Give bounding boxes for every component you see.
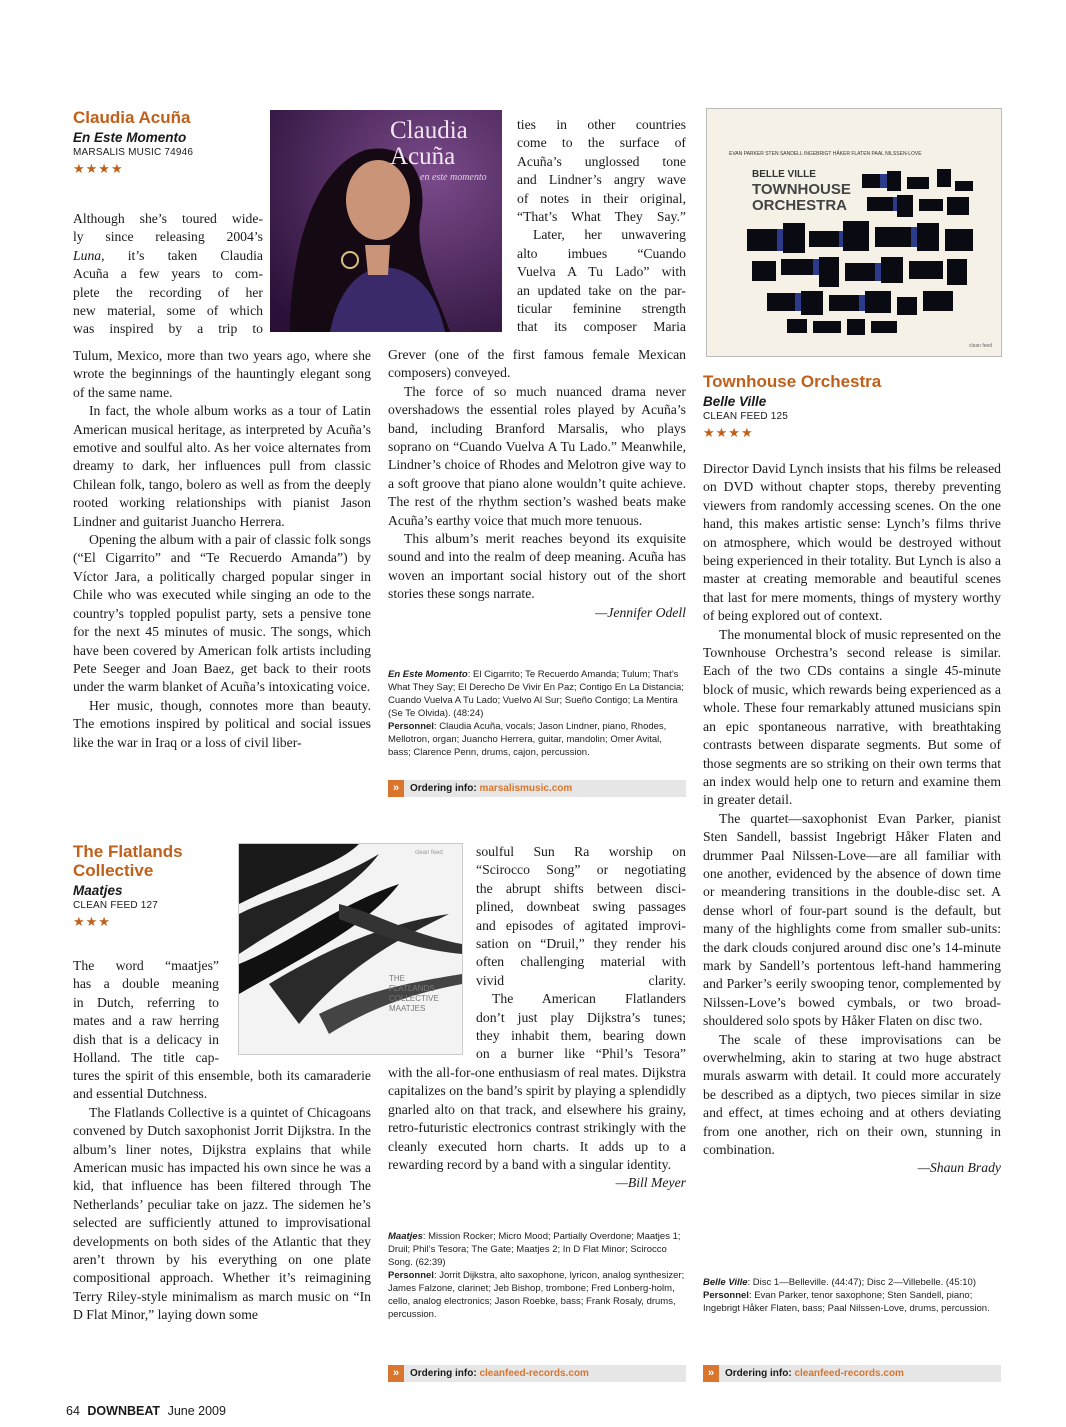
townhouse-paragraph: The monumental block of music represented on the Townhouse Orchestra’s second release is similar. Each of the two CDs contains a single 45-minute block of music, which rewards being experienced as a whole. These four remarkably attuned musicians spin an epic spontaneous narrative, with breathtaking contrasts between disparate segments. But some of those segments are so striking on their own terms that an index would help one to return and examine them in greater detail. [703, 626, 1001, 808]
flatlands-artist-line2: Collective [73, 861, 154, 880]
flatlands-text-line: the abrupt shifts between disci- [476, 880, 686, 896]
flatlands-label: CLEAN FEED 127 [73, 900, 159, 911]
claudia-order-link[interactable]: marsalismusic.com [479, 783, 573, 794]
flatlands-text-line: and episodes of agitated improvi- [476, 917, 686, 933]
claudia-text-line: that its composer Maria [517, 319, 686, 335]
claudia-text-line: Acuña’s unglossed tone [517, 153, 686, 169]
flatlands-paragraph: The Flatlands Collective is a quintet of Chicagoans convened by Dutch saxophonist Jorrit Dijkstra. In the album’s liner notes, Dijkstra explains that while American music has impacted his own since he was a kid, that influence has been filtered through The Netherlands’ peculiar take on jazz. The sidemen he’s selected are sufficiently attuned to improvisational developments on both sides of the Atlantic that they aren’t thrown by his everything on one plate compositional approach. Whether it’s reimagining Terry Riley-style minimalism as march music on “In D Flat Minor,” laying down some [73, 1104, 371, 1323]
claudia-rating: ★★★★ [73, 162, 124, 177]
townhouse-order-link[interactable]: cleanfeed-records.com [794, 1368, 904, 1379]
claudia-ordering-info [388, 780, 686, 797]
issue-date: June 2009 [167, 1404, 226, 1418]
chevron-right-icon: » [388, 780, 404, 797]
claudia-text-line: ties in other countries [517, 117, 686, 132]
claudia-text-line: and Lindner’s angry wave [517, 172, 686, 188]
page-number: 64 [66, 1404, 80, 1418]
flatlands-personnel-label: Personnel [388, 1270, 434, 1281]
townhouse-cover-logo: clean feed [969, 343, 993, 349]
flatlands-header [73, 842, 233, 930]
flatlands-credits [388, 1230, 686, 1321]
claudia-tracklist [388, 668, 686, 720]
ordering-label: Ordering info: [725, 1368, 792, 1379]
townhouse-personnel-list: : Evan Parker, tenor saxophone; Sten Sandell, piano; Ingebrigt Håker Flaten, bass; Paal Nilssen-Love, drums, percussion. [703, 1290, 990, 1314]
claudia-text-line: was inspired by a trip to [73, 321, 263, 337]
townhouse-paragraph: The scale of these improvisations can be overwhelming, akin to staring at two huge abstract murals aswarm with detail. It could more accurately be described as a diptych, two pieces similar in size and effect, at times echoing and at others deviating from one another, rich on their own, stunning in combination. [703, 1031, 1001, 1158]
flatlands-paragraph-text: with the all-for-one enthusiasm of real mates. Dijkstra capitalizes on the band’s spirit by playing a splendidly gnarled alto on that track, and elsewhere his grainy, retro-futuristic electronics contrast strikingly with the cleanly executed horn charts. It adds up to a rewarding record by a band with a singular identity. [388, 1065, 686, 1173]
flatlands-cover-art [239, 844, 462, 1054]
townhouse-rating: ★★★★ [703, 426, 754, 441]
flatlands-personnel-list: : Jorrit Dijkstra, alto saxophone, lyricon, analog synthesizer; James Falzone, clarinet; Jeb Bishop, trombone; Fred Lonberg-holm, cello, analog electronics; Jason Roebke, bass; Frank Rosaly, drums, percussion. [388, 1270, 685, 1320]
flatlands-album-cover [238, 843, 463, 1055]
flatlands-text-line: on a burner like “Phil’s Tesora” [476, 1046, 686, 1062]
claudia-text-line: Later, her unwavering [533, 227, 686, 243]
claudia-text-line: an updated take on the par- [517, 282, 686, 298]
flatlands-cover-logo: clean feed [415, 850, 443, 856]
magazine-name: DOWNBEAT [87, 1404, 161, 1418]
chevron-right-icon: » [388, 1365, 404, 1382]
flatlands-tracklist-title: Maatjes [388, 1231, 423, 1242]
flatlands-text-line: soulful Sun Ra worship on [476, 844, 686, 859]
flatlands-album: Maatjes [73, 883, 123, 898]
townhouse-tracklist [703, 1276, 1001, 1289]
claudia-paragraph: This album’s merit reaches beyond its exquisite sound and into the realm of deep meaning. Acuña has woven an important social history out of the short stories these songs narrate. [388, 531, 686, 602]
claudia-col2-text [388, 346, 686, 622]
flatlands-text-line: they inhabit them, bearing down [476, 1028, 686, 1044]
townhouse-paragraph: Director David Lynch insists that his films be released on DVD without chapter stops, thereby preventing viewers from randomly accessing scenes. On the one hand, this makes artistic sense: Lynch’s films thrive on atmosphere, which would be destroyed without being experienced in their totality. But Lynch is also a master at creating memorable and beautiful scenes that last for mere moments, things of mystery worthy of being explored out of context. [703, 461, 1001, 624]
claudia-text-line: come to the surface of [517, 135, 686, 151]
claudia-paragraph: Tulum, Mexico, more than two years ago, where she wrote the beginnings of the hauntingly elegant song of the same name. [73, 348, 371, 400]
page-footer [66, 1404, 226, 1418]
townhouse-cover-title-3: ORCHESTRA [752, 197, 848, 214]
flatlands-text-line: often challenging material with [476, 954, 686, 970]
claudia-tracklist-title: En Este Momento [388, 669, 468, 680]
flatlands-paragraph [388, 1064, 686, 1191]
townhouse-tracks: : Disc 1—Belleville. (44:47); Disc 2—Villebelle. (45:10) [747, 1277, 976, 1288]
flatlands-personnel [388, 1269, 686, 1321]
claudia-tracks: : El Cigarrito; Te Recuerdo Amanda; Tulum; That’s What They Say; El Derecho De Vivir En Paz; Contigo En La Distancia; Cuando Vuelva A Tu Lado; Vuelvo Al Sur; Sueño Contigo; La Mentira (Se Te Olvida). (48:24) [388, 669, 684, 719]
claudia-text-line: Luna, it’s taken Claudia [73, 247, 263, 263]
flatlands-order-link[interactable]: cleanfeed-records.com [479, 1368, 589, 1379]
flatlands-cover-text: THE FLATLANDS COLLECTIVE MAATJES [389, 974, 439, 1013]
claudia-signature: —Jennifer Odell [595, 604, 686, 620]
claudia-paragraph: Opening the album with a pair of classic folk songs (“El Cigarrito” and “Te Recuerdo Amanda”) by Víctor Jara, a politically charged popular singer in Chile who was executed while singing an ode to the country’s toppled populist party, sets a pensive tone for the next 45 minutes of music. The songs, which have been covered by American folk artists including Pete Seeger and Joan Baez, get back to their roots under the warm blanket of Acuña’s intoxicating voice. [73, 532, 371, 695]
flatlands-text-line: has a double meaning [73, 976, 219, 992]
flatlands-text-line: dish that is a delicacy in [73, 1031, 219, 1047]
flatlands-col2-wrapped-text [476, 843, 686, 1064]
townhouse-credits [703, 1276, 1001, 1315]
claudia-album: En Este Momento [73, 130, 187, 145]
claudia-text-line: Acuña a few years to com- [73, 266, 263, 282]
claudia-text-line: “That’s What They Say.” [517, 209, 686, 225]
claudia-header [73, 108, 263, 177]
townhouse-personnel [703, 1289, 1001, 1315]
townhouse-artist: Townhouse Orchestra [703, 372, 882, 391]
claudia-personnel-label: Personnel [388, 721, 434, 732]
flatlands-text-line: “Scirocco Song” or negotiating [476, 862, 686, 878]
claudia-text-line: plete the recording of her [73, 284, 263, 300]
flatlands-artist-line1: The Flatlands [73, 842, 183, 861]
flatlands-text-line: The word “maatjes” [73, 958, 219, 973]
townhouse-cover-art [747, 169, 977, 339]
claudia-label: MARSALIS MUSIC 74946 [73, 147, 194, 158]
claudia-paragraph: Her music, though, connotes more than beauty. The emotions inspired by political and social issues like the war in Iraq or a loss of civil liber- [73, 697, 371, 750]
flatlands-col1-text [73, 1067, 371, 1325]
claudia-text-line: alto imbues “Cuando [517, 245, 686, 261]
claudia-cover-title-2: Acuña [390, 143, 456, 170]
flatlands-text-line: don’t just play Dijkstra’s tunes; [476, 1009, 686, 1025]
townhouse-cover-title-1: BELLE VILLE [752, 169, 816, 180]
flatlands-rating: ★★★ [73, 915, 111, 930]
claudia-text-line: new material, some of which [73, 303, 263, 319]
claudia-personnel-list: : Claudia Acuña, vocals; Jason Lindner, piano, Rhodes, Mellotron, organ; Juancho Herrera, guitar, mandolin; Omer Avital, bass; Clarence Penn, drums, cajon, percussion. [388, 721, 667, 758]
townhouse-tracklist-title: Belle Ville [703, 1277, 748, 1288]
ordering-label: Ordering info: [410, 783, 477, 794]
chevron-right-icon: » [703, 1365, 719, 1382]
claudia-col1-text [73, 347, 371, 752]
ordering-label: Ordering info: [410, 1368, 477, 1379]
flatlands-text-line: plined, downbeat swing passages [476, 899, 686, 915]
townhouse-text [703, 460, 1001, 1178]
claudia-col1-wrapped-text [73, 210, 263, 339]
claudia-text-line: Vuelva A Tu Lado” with [517, 264, 686, 280]
claudia-paragraph: The force of so much nuanced drama never overshadows the essential roles played by Acuña’s band, including Branford Marsalis, who plays soprano on “Cuando Vuelva A Tu Lado.” Meanwhile, Lindner’s choice of Rhodes and Melotron give way to a soft groove that piano alone wouldn’t quite achieve. The rest of the rhythm section’s washed beats make Acuña’s earthy voice that much more tenuous. [388, 383, 686, 528]
claudia-text-line: ticular feminine strength [517, 301, 686, 317]
flatlands-tracklist [388, 1230, 686, 1269]
claudia-personnel [388, 720, 686, 759]
claudia-col2-wrapped-text [517, 116, 686, 337]
claudia-cover-title-1: Claudia [390, 117, 468, 144]
townhouse-header [703, 372, 1001, 441]
flatlands-col1-wrapped-text [73, 957, 219, 1067]
townhouse-album-cover [706, 108, 1002, 357]
claudia-credits [388, 668, 686, 759]
flatlands-col2-text [388, 1064, 686, 1193]
townhouse-personnel-label: Personnel [703, 1290, 749, 1301]
townhouse-paragraph: The quartet—saxophonist Evan Parker, pianist Sten Sandell, bassist Ingebrigt Håker Flaten and drummer Paal Nilssen-Love—are all familiar with one another, evidenced by the absence of down time or meandering transitions in the double-disc set. A dense whorl of four-part sound is the default, but many of the highlights come from smaller sub-units: the dark clouds conjured around disc one’s 14-minute mark by Sandell’s portentous left-hand hammering and Parker’s eerily swooping tenor, complemented by Nilssen-Love’s bowed cymbals, or two broad-shouldered solo spots by Håker Flaten on disc two. [703, 810, 1001, 1029]
townhouse-label: CLEAN FEED 125 [703, 411, 789, 422]
flatlands-signature: —Bill Meyer [615, 1175, 686, 1191]
townhouse-cover-title-2: TOWNHOUSE [752, 181, 851, 198]
townhouse-ordering-info [703, 1365, 1001, 1382]
flatlands-text-line: The American Flatlanders [492, 991, 686, 1007]
flatlands-text-line: in Dutch, referring to [73, 994, 219, 1010]
flatlands-text-line: Holland. The title cap- [73, 1050, 219, 1066]
claudia-artist: Claudia Acuña [73, 108, 191, 127]
flatlands-text-line: mates and a raw herring [73, 1013, 219, 1029]
claudia-album-cover [270, 110, 502, 332]
townhouse-cover-names: EVAN PARKER STEN SANDELL INGEBRIGT HÅKER FLATEN PAAL NILSSEN-LOVE [729, 151, 922, 157]
claudia-cover-subtitle: en este momento [420, 172, 487, 183]
claudia-text-line: ly since releasing 2004’s [73, 229, 263, 245]
townhouse-signature: —Shaun Brady [917, 1160, 1001, 1176]
flatlands-paragraph: tures the spirit of this ensemble, both its camaraderie and essential Dutchness. [73, 1068, 371, 1102]
claudia-text-line: Although she’s toured wide- [73, 211, 263, 226]
flatlands-tracks: : Mission Rocker; Micro Mood; Partially Overdone; Maatjes 1; Druil; Phil’s Tesora; The Gate; Maatjes 2; In D Flat Minor; Scirocco Song. (62:39) [388, 1231, 681, 1268]
townhouse-album: Belle Ville [703, 394, 767, 409]
claudia-paragraph: Grever (one of the first famous female Mexican composers) conveyed. [388, 347, 686, 381]
claudia-paragraph: In fact, the whole album works as a tour of Latin American musical heritage, as interpreted by Acuña’s emotive and soulful alto. As her voice alternates from dreamy to dark, her influences pull from classic Chilean folk, tango, bolero as well as from the deeply rooted working relationships with pianist Jason Lindner and guitarist Juancho Herrera. [73, 403, 371, 529]
flatlands-text-line: vivid clarity. [476, 972, 686, 988]
claudia-text-line: of notes in their original, [517, 190, 686, 206]
flatlands-text-line: sation on “Druil,” they render his [476, 936, 686, 952]
flatlands-ordering-info [388, 1365, 686, 1382]
